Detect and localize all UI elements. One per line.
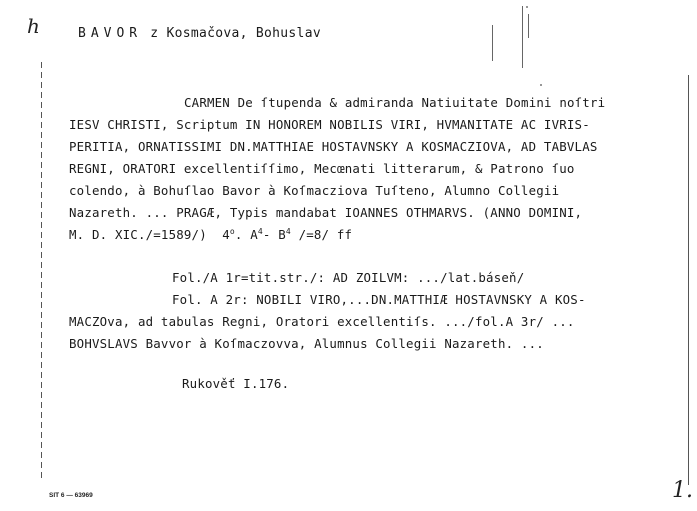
registration-mark bbox=[522, 6, 523, 68]
card-right-border bbox=[688, 75, 689, 485]
card-heading bbox=[78, 26, 321, 41]
collation-prefix: M. D. XIC./=1589/) 4 bbox=[69, 227, 230, 242]
description-line: IESV CHRISTI, Scriptum IN HONOREM NOBILIS VIRI, HVMANITATE AC IVRIS- bbox=[69, 117, 590, 132]
folio-note-line: BOHVSLAVS Bavvor à Koſmaczovva, Alumnus Collegii Nazareth. ... bbox=[69, 336, 544, 351]
description-line: colendo, à Bohuſlao Bavor à Koſmacziova Tuſteno, Alumno Collegii bbox=[69, 183, 560, 198]
description-line: Nazareth. ... PRAGÆ, Typis mandabat IOANNES OTHMARVS. (ANNO DOMINI, bbox=[69, 205, 583, 220]
page-number: 1. bbox=[672, 478, 693, 503]
format-superscript: o bbox=[229, 227, 235, 236]
folio-note-line: Fol./A 1r=tit.str./: AD ZOILVM: .../lat.báseň/ bbox=[172, 270, 525, 285]
heading-rest: z Kosmačova, Bohuslav bbox=[150, 26, 321, 41]
reference-line: Rukověť I.176. bbox=[182, 376, 290, 391]
folio-note-line: Fol. A 2r: NOBILI VIRO,...DN.MATTHIÆ HOSTAVNSKY A KOS- bbox=[172, 292, 586, 307]
folio-note-line: MACZOva, ad tabulas Regni, Oratori excellentiſs. .../fol.A 3r/ ... bbox=[69, 314, 575, 329]
collation-suffix: /=8/ ff bbox=[290, 227, 353, 242]
card-left-border bbox=[41, 62, 42, 482]
registration-mark bbox=[528, 14, 529, 38]
heading-surname: BAVOR bbox=[78, 26, 143, 41]
description-line: CARMEN De ſtupenda & admiranda Natiuitate Domini noſtri bbox=[184, 95, 606, 110]
signature-b: - B bbox=[262, 227, 286, 242]
description-line: REGNI, ORATORI excellentiſſimo, Mecœnati litterarum, & Patrono ſuo bbox=[69, 161, 575, 176]
registration-dot bbox=[526, 6, 528, 8]
signature-b-superscript: 4 bbox=[285, 227, 291, 236]
signature-a-superscript: 4 bbox=[257, 227, 263, 236]
corner-mark: h bbox=[27, 14, 40, 38]
print-stamp: SIT 6 — 63969 bbox=[49, 492, 93, 499]
description-line: PERITIA, ORNATISSIMI DN.MATTHIAE HOSTAVNSKY A KOSMACZIOVA, AD TABVLAS bbox=[69, 139, 598, 154]
collation-line bbox=[69, 227, 352, 242]
signature-a: . A bbox=[234, 227, 258, 242]
registration-mark bbox=[492, 25, 493, 61]
registration-dot bbox=[540, 84, 542, 86]
